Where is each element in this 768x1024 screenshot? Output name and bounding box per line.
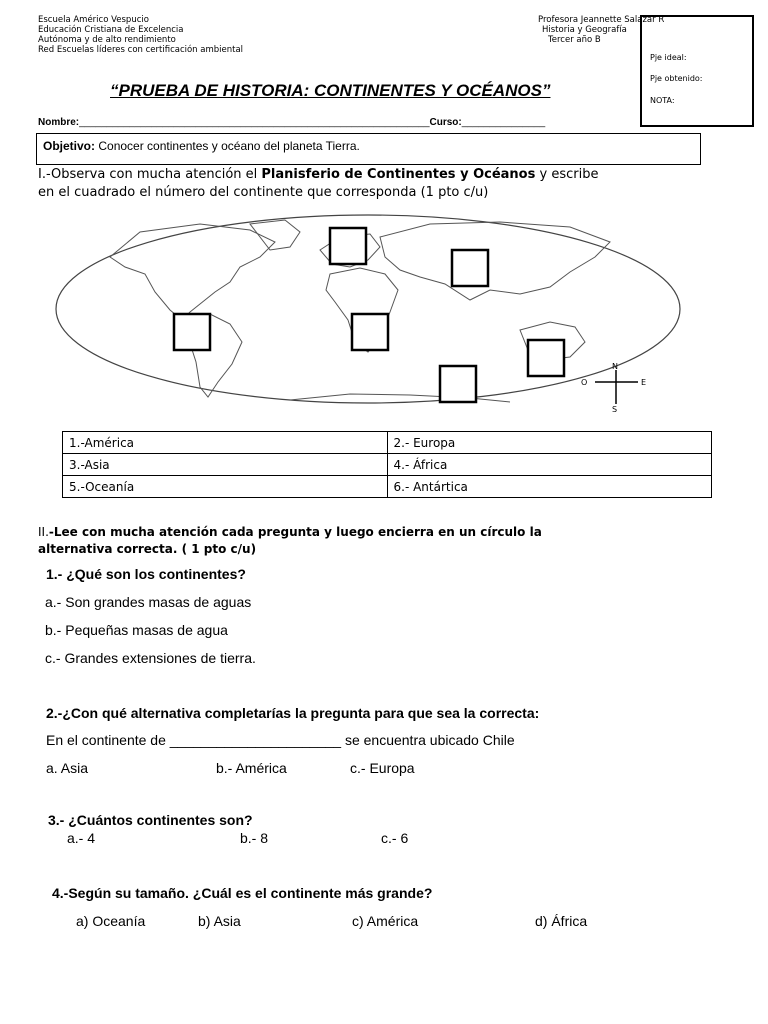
course-label: Curso:: [429, 117, 462, 128]
instr-text: y escribe: [535, 167, 599, 182]
table-cell: 1.-América: [63, 432, 388, 454]
objective-content: Conocer continentes y océano del planeta Tierra.: [98, 139, 360, 153]
q4-option-d[interactable]: d) África: [535, 913, 588, 929]
compass-e: E: [641, 378, 647, 387]
q1-option-c[interactable]: c.- Grandes extensiones de tierra.: [45, 650, 256, 666]
ideal-score-label: Pje ideal:: [650, 53, 687, 62]
q4-option-a[interactable]: a) Oceanía: [76, 913, 146, 929]
answer-box-europe[interactable]: [330, 228, 366, 264]
table-row: [63, 432, 712, 454]
q2-option-a[interactable]: a. Asia: [46, 760, 89, 776]
grade-label: NOTA:: [650, 96, 675, 105]
table-row: [63, 476, 712, 498]
q1-option-b[interactable]: b.- Pequeñas masas de agua: [45, 622, 228, 638]
score-box: [640, 15, 754, 127]
obtained-score-label: Pje obtenido:: [650, 74, 703, 83]
instr-line2: alternativa correcta. ( 1 pto c/u): [38, 542, 257, 556]
table-cell: 5.-Oceanía: [63, 476, 388, 498]
question-2: 2.-¿Con qué alternativa completarías la pregunta para que sea la correcta:: [46, 705, 540, 721]
name-label: Nombre:: [38, 117, 80, 128]
school-line: Educación Cristiana de Excelencia: [38, 25, 184, 35]
q3-option-b[interactable]: b.- 8: [240, 830, 269, 846]
q1-option-a[interactable]: a.- Son grandes masas de aguas: [45, 594, 252, 610]
subject: Historia y Geografía: [542, 25, 627, 35]
section-2-numeral: II.: [38, 525, 49, 539]
compass-s: S: [612, 405, 618, 414]
objective-text: [43, 139, 360, 153]
name-course-row: [38, 117, 545, 128]
name-field[interactable]: _______________________________________________________________: [79, 117, 430, 128]
objective-box: [36, 133, 701, 165]
q3-option-a[interactable]: a.- 4: [67, 830, 96, 846]
q4-option-c[interactable]: c) América: [352, 913, 419, 929]
school-line: Autónoma y de alto rendimiento: [38, 35, 176, 45]
compass-rose-icon: [595, 370, 638, 404]
grade-level: Tercer año B: [548, 35, 601, 45]
table-cell: 4.- África: [387, 454, 712, 476]
instr-bold: Planisferio de Continentes y Océanos: [261, 167, 536, 182]
table-cell: 6.- Antártica: [387, 476, 712, 498]
instr-line2: en el cuadrado el número del continente que corresponda (1 pto c/u): [38, 185, 489, 200]
table-row: [63, 454, 712, 476]
school-name: Escuela Américo Vespucio: [38, 15, 149, 25]
compass-o: O: [581, 378, 588, 387]
table-cell: 3.-Asia: [63, 454, 388, 476]
compass-n: N: [612, 362, 618, 371]
q4-option-b[interactable]: b) Asia: [198, 913, 241, 929]
table-cell: 2.- Europa: [387, 432, 712, 454]
teacher-name: Profesora Jeannette Salazar R: [538, 15, 665, 25]
school-info: [38, 15, 243, 55]
page-title: “PRUEBA DE HISTORIA: CONTINENTES Y OCÉANOS”: [110, 81, 551, 100]
q2-option-c[interactable]: c.- Europa: [350, 760, 415, 776]
continents-table: [62, 431, 712, 498]
answer-box-africa[interactable]: [352, 314, 388, 350]
q2-statement: En el continente de ______________________ se encuentra ubicado Chile: [46, 732, 515, 748]
map-outline: [56, 215, 680, 403]
instr-text: -Observa con mucha atención el: [45, 167, 262, 182]
section-1-instructions: [38, 166, 598, 202]
world-map: [50, 212, 740, 417]
school-line: Red Escuelas líderes con certificación ambiental: [38, 45, 244, 55]
answer-box-antarctica[interactable]: [440, 366, 476, 402]
section-2-instructions: [38, 524, 542, 558]
question-4: 4.-Según su tamaño. ¿Cuál es el continente más grande?: [52, 885, 433, 901]
answer-box-america[interactable]: [174, 314, 210, 350]
course-field[interactable]: _______________: [461, 117, 546, 128]
q3-option-c[interactable]: c.- 6: [381, 830, 409, 846]
answer-box-oceania[interactable]: [528, 340, 564, 376]
question-3: 3.- ¿Cuántos continentes son?: [48, 812, 253, 828]
answer-box-asia[interactable]: [452, 250, 488, 286]
q2-option-b[interactable]: b.- América: [216, 760, 287, 776]
section-1-numeral: I.: [38, 167, 46, 182]
objective-label: Objetivo:: [43, 139, 96, 153]
instr-text: -Lee con mucha atención cada pregunta y luego encierra en un círculo la: [48, 525, 542, 539]
question-1: 1.- ¿Qué son los continentes?: [46, 566, 246, 582]
